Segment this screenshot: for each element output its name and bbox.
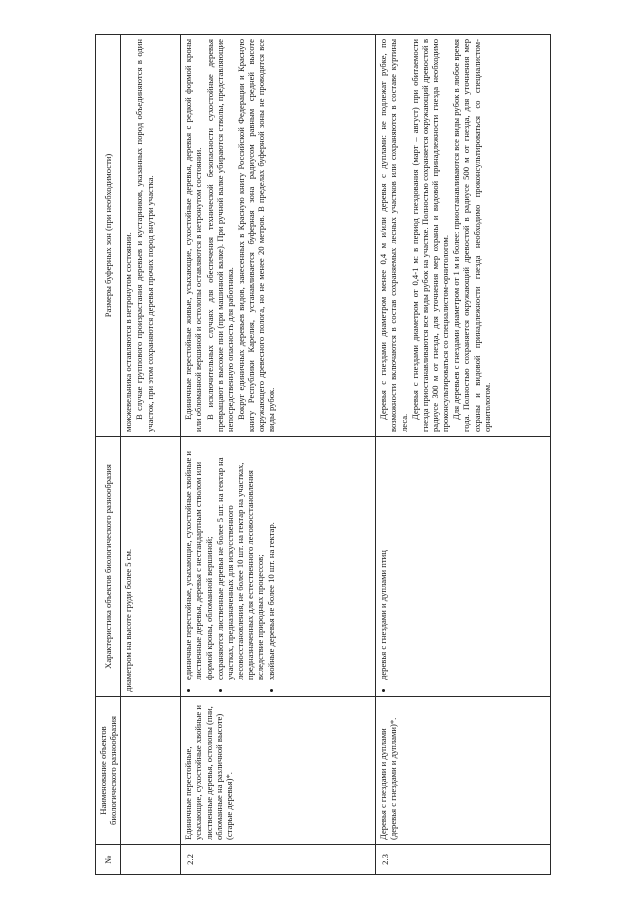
row-name-cell (121, 697, 181, 845)
header-object-name: Наименование объектов биологического разнообразия (96, 697, 121, 845)
row-number-cell: 2.2 (181, 845, 376, 875)
header-number: № (96, 845, 121, 875)
buffer-zone-paragraph: Деревья с гнездами диаметром менее 0,4 м и/или деревья с дуплами: не подлежат рубке, по возможности включаются в состав сохраняемых лесных участков или сохраняются в составе куртины леса. (378, 39, 409, 432)
row-buffer-zone-cell (376, 35, 551, 437)
row-characteristics-cell (376, 437, 551, 697)
table-row (121, 35, 181, 875)
buffer-zone-paragraph: Деревья с гнездами диаметром от 0,4-1 м: в период гнездования (март – август) при обитаемости гнезда приостанавливаются все виды рубок на участке. Полностью сохраняется окружающий древостой в радиусе 300 м от гнезда, для уточнения мер охраны и видовой принадлежности гнезда необходимо проконсультироваться со специалистом-орнитологом. (409, 39, 451, 432)
list-item: • хвойные деревья не более 10 шт. на гектар. (266, 441, 276, 680)
buffer-zone-paragraph: Для деревьев с гнездами диаметром от 1 м и более: приостанавливаются все виды рубок в любое время года. Полностью сохраняется окружающий древостой в радиусе 500 м от гнезда, для уточнения мер охраны и видовой принадлежности гнезда необходимо проконсультироваться со специалистом-орнитологом. (451, 39, 492, 432)
row-number-cell (121, 845, 181, 875)
row-buffer-zone-cell (121, 35, 181, 437)
buffer-zone-paragraph: Вокруг единичных деревьев видов, занесенных в Красную книгу Российской Федерации и Красную книгу Республики Карелия, устанавливается буферная зона радиусом равным средней высоте окружающего древесного полога, но не менее 20 метров. В пределах буферной зоны не проводятся все виды рубок. (235, 39, 277, 432)
row-buffer-zone-cell (181, 35, 376, 437)
table-row (181, 35, 376, 875)
row-number-cell: 2.3 (376, 845, 551, 875)
characteristics-text: диаметром на высоте груди более 5 см. (123, 548, 134, 692)
buffer-zone-paragraph: Единичные перестойные живые, усыхающие, сухостойные деревья, деревья с редкой формой кроны или обломанной вершиной и остолопы оставляются в нетронутом состоянии. (183, 39, 204, 432)
header-buffer-zone-size: Размеры буферных зон (при необходимости) (96, 35, 121, 437)
biodiversity-table (95, 34, 551, 875)
characteristics-list (183, 441, 276, 692)
header-object-characteristics: Характеристика объектов биологического разнообразия (96, 437, 121, 697)
table-header-row (96, 35, 121, 875)
characteristics-list (378, 441, 388, 692)
row-characteristics-cell (121, 437, 181, 697)
list-item: • единичные перестойные, усыхающие, сухостойные хвойные и лиственные деревья, деревья с нестандартным стволом или формой кроны, обломанной вершиной; (183, 441, 213, 680)
row-name-cell: Единичные перестойные, усыхающие, сухостойные хвойные и лиственные деревья, остолопы (пни, обломанные на различной высоте) (старые деревья)*. (181, 697, 376, 845)
list-item: • сохраняются лиственные деревья не более 5 шт. на гектар на участках, предназначенных для искусственного лесовосстановления, не более 10 шт. на гектар на участках, предназначенных для естественного лесовосстановления вследствие природных процессов; (215, 441, 266, 680)
row-name-cell: Деревья с гнездами и дуплами (деревья с гнездами и дуплами)*. (376, 697, 551, 845)
buffer-zone-paragraph: В исключительных случаях для обеспечения технической безопасности сухостойные деревья превращают в высокие пни (при машинной валке). При ручной валке убираются стволы, представляющие непосредственную опасность для работника. (204, 39, 235, 432)
list-item: • деревья с гнездами и дуплами птиц (378, 441, 388, 680)
table-row (376, 35, 551, 875)
buffer-zone-paragraph: можжевельника оставляются в нетронутом состоянии. (123, 232, 134, 432)
row-characteristics-cell (181, 437, 376, 697)
buffer-zone-paragraph: В случае группового произрастания деревьев и кустарников, указанных пород объединяются в один участок, при этом сохраняются деревья прочих пород внутри участка. (134, 39, 155, 432)
